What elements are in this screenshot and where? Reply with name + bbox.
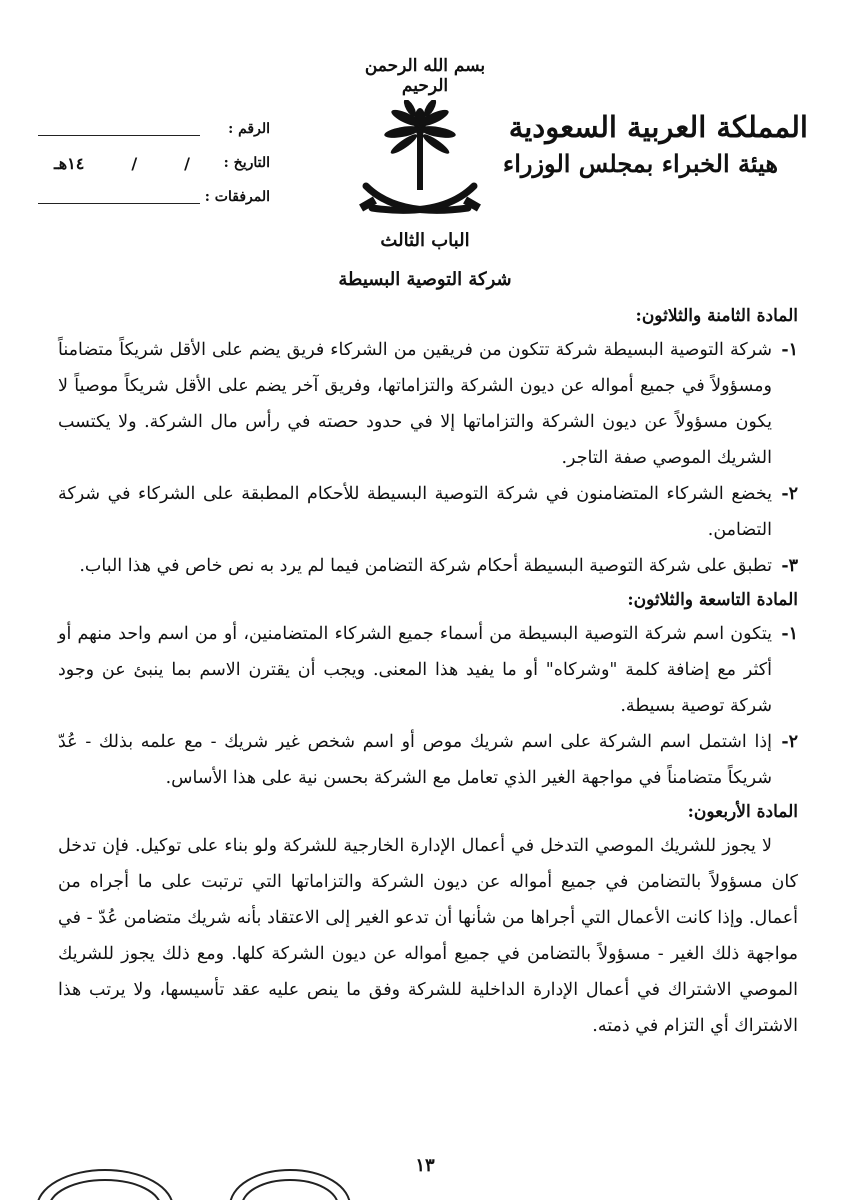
- chapter-subtitle: شركة التوصية البسيطة: [338, 269, 512, 290]
- article-paragraph: لا يجوز للشريك الموصي التدخل في أعمال الإدارة الخارجية للشركة ولو بناء على توكيل. فإن تدخل كان مسؤولاً بالتضامن في جميع أمواله عن ديون الشركة والتزاماتها التي ترتبت على ما أجراه من أعمال. وإذا كانت الأعمال التي أجراها من شأنها أن تدعو الغير إلى الاعتقاد بأنه شريك متضامن عُدّ - في مواجهة ذلك الغير - مسؤولاً بالتضامن في جميع أمواله عن ديون الشركة كلها. ومع ذلك يجوز للشريك الموصي الاشتراك في أعمال الإدارة الداخلية للشركة وفق ما ينص عليه عقد تأسيسها، ولا يرتب هذا الاشتراك أي التزام في ذمته.: [58, 836, 798, 1036]
- stamp-left-icon: [37, 1170, 173, 1200]
- attachments-line: [38, 191, 200, 204]
- basmala: بسم الله الرحمن الرحيم: [364, 56, 486, 96]
- clause: [58, 476, 798, 548]
- page-number: ١٣: [415, 1155, 435, 1176]
- date-value: [30, 154, 200, 173]
- chapter-title: الباب الثالث: [380, 230, 470, 251]
- clause-number: ١-: [781, 340, 798, 360]
- ref-line: [38, 123, 200, 136]
- article-title: المادة التاسعة والثلاثون:: [627, 590, 798, 610]
- clause-text: يخضع الشركاء المتضامنون في شركة التوصية البسيطة للأحكام المطبقة على الشركاء في شركة التضامن.: [58, 484, 772, 540]
- date-slash-2: /: [131, 153, 138, 173]
- attachments-row: [30, 180, 270, 214]
- date-year: ١٤هـ: [54, 153, 85, 173]
- official-stamps: [30, 1160, 370, 1200]
- clause-number: ٢-: [781, 484, 798, 504]
- ref-row: [30, 112, 270, 146]
- date-label: التاريخ :: [223, 155, 270, 171]
- chapter-heading: [0, 228, 850, 294]
- date-slash-1: /: [184, 153, 190, 173]
- ref-label: الرقم :: [228, 121, 270, 137]
- article-title: المادة الأربعون:: [687, 802, 798, 822]
- clause-text: شركة التوصية البسيطة شركة تتكون من فريقين من الشركاء فريق يضم على الأقل شريكاً متضامناً ومسؤولاً في جميع أمواله عن ديون الشركة والتزاماتها، وفريق آخر يضم على الأقل شريكاً موصياً لا يكون مسؤولاً عن ديون الشركة والتزاماتها إلا في حدود حصته في رأس مال الشركة. ولا يكتسب الشريك الموصي صفة التاجر.: [58, 340, 772, 468]
- document-meta: [30, 112, 270, 214]
- kingdom-name: المملكة العربية السعودية: [508, 110, 808, 144]
- date-row: [30, 146, 270, 180]
- clause-number: ٣-: [781, 556, 798, 576]
- clause: [58, 616, 798, 724]
- article-title: المادة الثامنة والثلاثون:: [635, 306, 798, 326]
- clause-text: تطبق على شركة التوصية البسيطة أحكام شركة التضامن فيما لم يرد به نص خاص في هذا الباب.: [79, 556, 772, 576]
- attachments-label: المرفقات :: [204, 189, 270, 205]
- authority-name: هيئة الخبراء بمجلس الوزراء: [502, 149, 778, 178]
- clause-text: إذا اشتمل اسم الشركة على اسم شريك موص أو اسم شخص غير شريك - مع علمه بذلك - عُدّ شريكاً متضامناً في مواجهة الغير الذي تعامل مع الشركة بحسن نية على هذا الأساس.: [58, 732, 772, 788]
- clause: [58, 724, 798, 796]
- stamp-right-icon: [230, 1170, 350, 1200]
- clause-number: ٢-: [781, 732, 798, 752]
- clause: [58, 332, 798, 476]
- clause-number: ١-: [781, 624, 798, 644]
- clause-text: يتكون اسم شركة التوصية البسيطة من أسماء جميع الشركاء المتضامنين، أو من اسم واحد منهم أو أكثر مع إضافة كلمة "وشركاه" أو ما يفيد هذا المعنى. ويجب أن يقترن الاسم بما ينبئ عن وجود شركة توصية بسيطة.: [58, 624, 772, 716]
- clause: [58, 548, 798, 584]
- saudi-emblem-icon: [358, 100, 482, 232]
- issuer-block: [468, 108, 808, 182]
- document-body: [58, 300, 798, 1044]
